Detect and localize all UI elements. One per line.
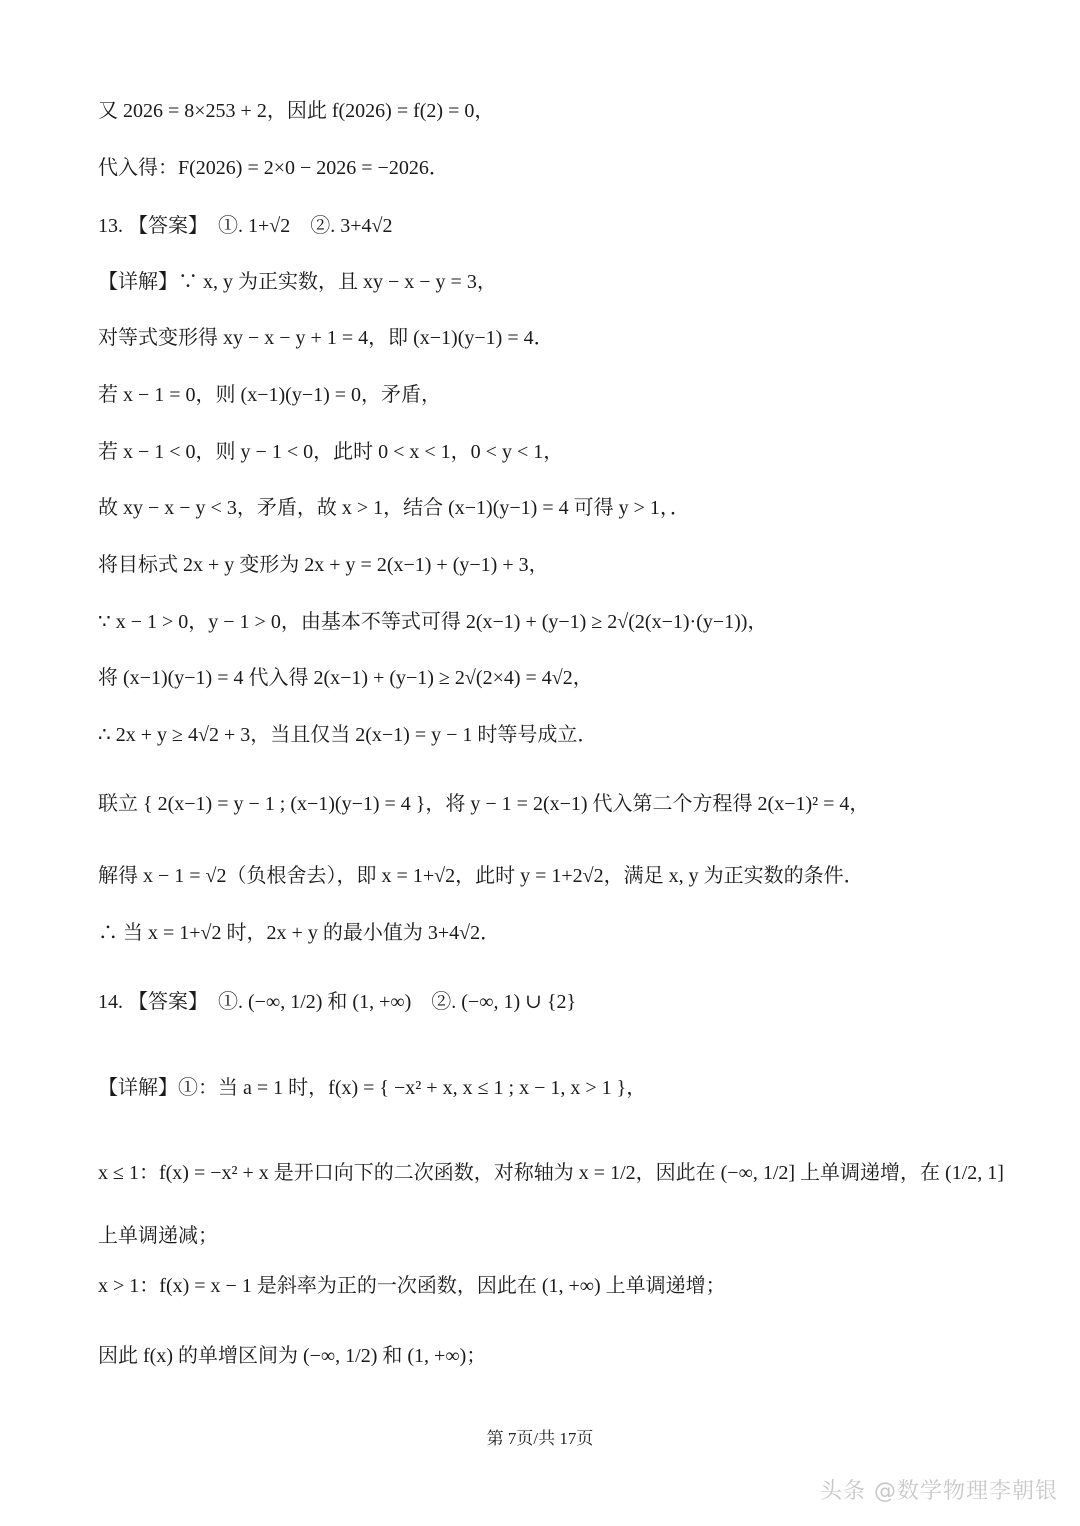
text-line: ∴ 当 x = 1+√2 时，2x + y 的最小值为 3+4√2． — [98, 922, 501, 944]
text-line: 对等式变形得 xy − x − y + 1 = 4，即 (x−1)(y−1) = 4． — [98, 327, 554, 349]
watermark: 头条 @数学物理李朝银 — [820, 1479, 1058, 1504]
text-line: 因此 f(x) 的单增区间为 (−∞, 1/2) 和 (1, +∞)； — [98, 1345, 487, 1367]
text-line: ∵ x − 1 > 0，y − 1 > 0，由基本不等式可得 2(x−1) + (y−1) ≥ 2√(2(x−1)·(y−1))， — [98, 611, 768, 633]
text-line: 代入得：F(2026) = 2×0 − 2026 = −2026． — [98, 157, 449, 179]
text-line: 将 (x−1)(y−1) = 4 代入得 2(x−1) + (y−1) ≥ 2√(2×4) = 4√2， — [98, 667, 593, 689]
text-line: ∴ 2x + y ≥ 4√2 + 3，当且仅当 2(x−1) = y − 1 时等号成立． — [98, 724, 598, 746]
text-line: 若 x − 1 < 0，则 y − 1 < 0，此时 0 < x < 1，0 < y < 1， — [98, 441, 564, 463]
page-footer: 第 7页/共 17页 — [486, 1429, 594, 1448]
text-line: x ≤ 1：f(x) = −x² + x 是开口向下的二次函数，对称轴为 x = 1/2，因此在 (−∞, 1/2] 上单调递增，在 (1/2, 1] — [98, 1162, 1004, 1184]
text-line: 【详解】①：当 a = 1 时，f(x) = { −x² + x, x ≤ 1 ; x − 1, x > 1 }， — [98, 1077, 647, 1099]
text-line: 14. 【答案】 ①. (−∞, 1/2) 和 (1, +∞) ②. (−∞, 1) ∪ {2} — [98, 991, 577, 1013]
text-line: 【详解】∵ x, y 为正实数，且 xy − x − y = 3， — [98, 271, 497, 293]
text-line: 上单调递减； — [98, 1225, 218, 1247]
text-line: 解得 x − 1 = √2（负根舍去），即 x = 1+√2，此时 y = 1+2√2，满足 x, y 为正实数的条件． — [98, 865, 864, 887]
text-line: 又 2026 = 8×253 + 2，因此 f(2026) = f(2) = 0， — [98, 100, 495, 122]
text-line: 若 x − 1 = 0，则 (x−1)(y−1) = 0，矛盾， — [98, 384, 442, 406]
text-line: x > 1：f(x) = x − 1 是斜率为正的一次函数，因此在 (1, +∞) 上单调递增； — [98, 1275, 726, 1297]
text-line: 联立 { 2(x−1) = y − 1 ; (x−1)(y−1) = 4 }，将 y − 1 = 2(x−1) 代入第二个方程得 2(x−1)² = 4， — [98, 793, 870, 815]
text-line: 故 xy − x − y < 3，矛盾，故 x > 1，结合 (x−1)(y−1) = 4 可得 y > 1，． — [98, 497, 690, 519]
text-line: 将目标式 2x + y 变形为 2x + y = 2(x−1) + (y−1) + 3， — [98, 554, 549, 576]
text-line: 13. 【答案】 ①. 1+√2 ②. 3+4√2 — [98, 215, 393, 237]
